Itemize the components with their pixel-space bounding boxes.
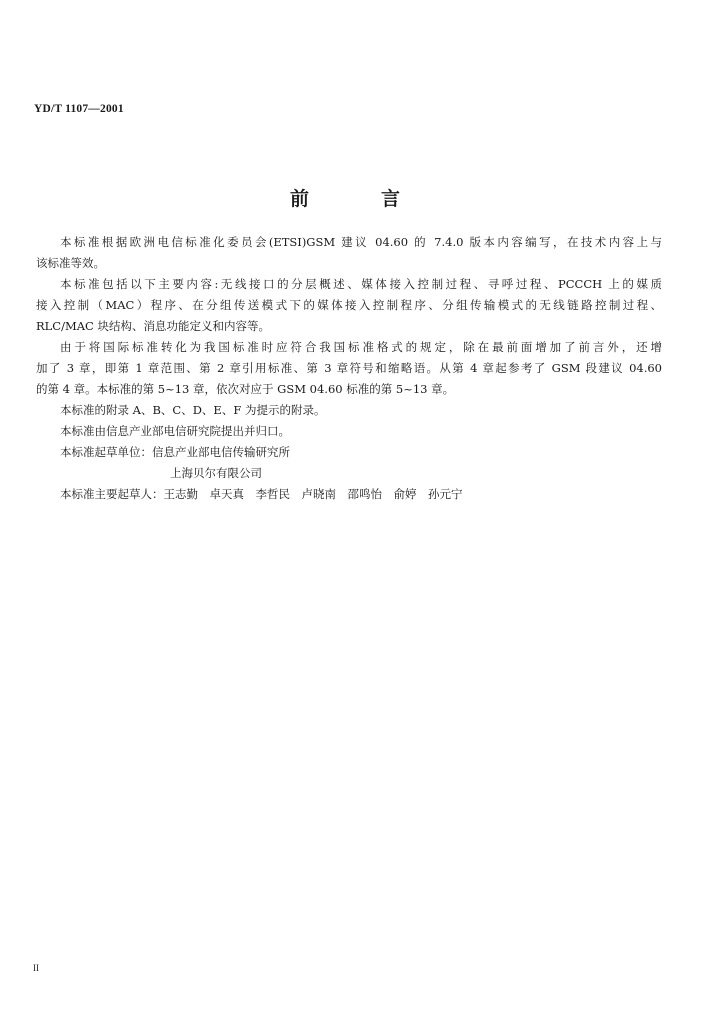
paragraph-line: 加了 3 章，即第 1 章范围、第 2 章引用标准、第 3 章符号和缩略语。从第 4 章起参考了 GSM 段建议 04.60 xyxy=(36,361,662,375)
paragraph-line: 的第 4 章。本标准的第 5~13 章，依次对应于 GSM 04.60 标准的第 5~13 章。 xyxy=(36,382,455,396)
page-number: II xyxy=(33,963,39,973)
paragraph-line: RLC/MAC 块结构、消息功能定义和内容等。 xyxy=(36,319,271,333)
preface-body xyxy=(36,232,662,505)
paragraph-drafting-units xyxy=(36,442,662,484)
paragraph-line: 本标准起草单位：信息产业部电信传输研究所 xyxy=(60,445,290,459)
paragraph-proposer: 本标准由信息产业部电信研究院提出并归口。 xyxy=(60,424,290,438)
paragraph-basis xyxy=(36,232,662,274)
paragraph-appendix: 本标准的附录 A、B、C、D、E、F 为提示的附录。 xyxy=(60,403,326,417)
paragraph-contents xyxy=(36,274,662,337)
paragraph-line: 接入控制（MAC）程序、在分组传送模式下的媒体接入控制程序、分组传输模式的无线链路控制过程、 xyxy=(36,298,662,312)
title-char-2: 言 xyxy=(380,188,400,210)
title-char-1: 前 xyxy=(290,188,310,210)
paragraph-line: 本标准包括以下主要内容:无线接口的分层概述、媒体接入控制过程、寻呼过程、PCCCH 上的媒质 xyxy=(60,277,662,291)
paragraph-line: 本标准根据欧洲电信标准化委员会(ETSI)GSM 建议 04.60 的 7.4.0 版本内容编写，在技术内容上与 xyxy=(60,235,662,249)
paragraph-drafters: 本标准主要起草人：王志勤 卓天真 李哲民 卢晓南 邵鸣怡 俞婷 孙元宁 xyxy=(60,487,463,501)
document-code: YD/T 1107—2001 xyxy=(34,103,124,115)
page-title xyxy=(290,184,400,211)
paragraph-structure xyxy=(36,337,662,400)
paragraph-line: 由于将国际标准转化为我国标准时应符合我国标准格式的规定，除在最前面增加了前言外，还增 xyxy=(60,340,662,354)
paragraph-line: 该标准等效。 xyxy=(36,256,105,270)
paragraph-line: 上海贝尔有限公司 xyxy=(170,466,262,480)
